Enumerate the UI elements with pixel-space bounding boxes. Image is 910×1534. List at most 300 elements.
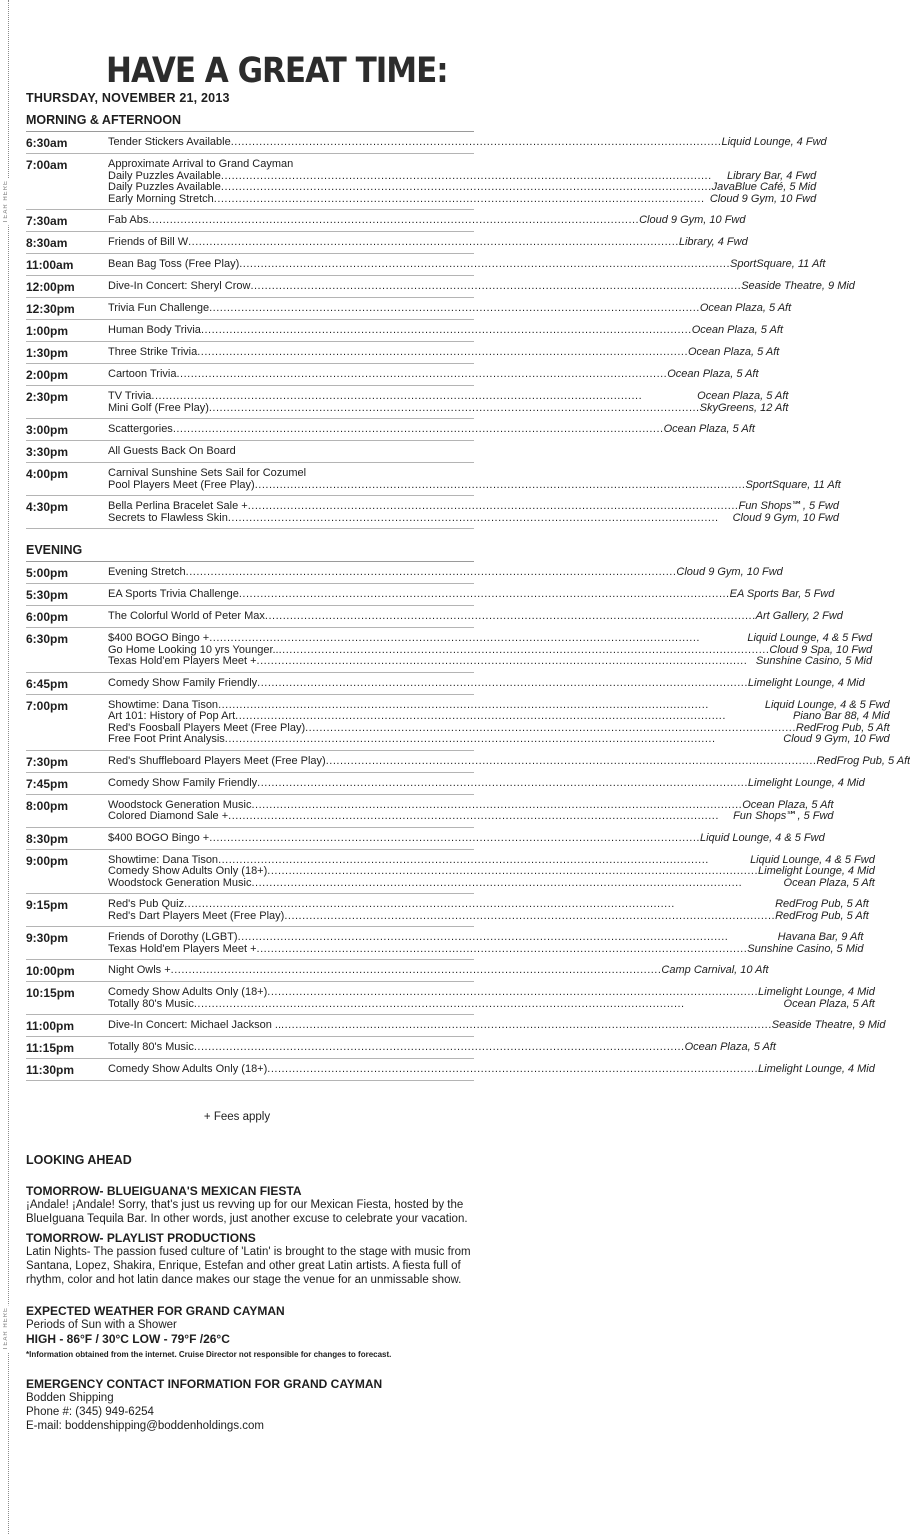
tear-here-label: TEAR HERE <box>3 1305 13 1352</box>
event-name: Comedy Show Family Friendly <box>108 676 258 689</box>
event-list <box>108 987 875 1010</box>
event-name: Showtime: Dana Tison <box>108 698 219 711</box>
event-name: Red's Shuffleboard Players Meet (Free Play) <box>108 754 326 767</box>
event-entry <box>108 237 748 249</box>
schedule-row <box>26 894 869 927</box>
event-name: Friends of Dorothy (LGBT) <box>108 931 238 943</box>
weather-disclaimer: *Information obtained from the internet. Cruise Director not responsible for changes to forecast. <box>26 1350 392 1359</box>
leader-dots <box>238 932 778 944</box>
event-location: JavaBlue Café, 5 Mid <box>711 181 817 193</box>
emergency-phone: Phone #: (345) 949-6254 <box>26 1406 154 1418</box>
schedule-row <box>26 210 746 232</box>
event-entry <box>108 567 783 579</box>
event-name: $400 BOGO Bingo + <box>108 831 210 844</box>
event-list <box>108 833 825 845</box>
event-location: Cloud 9 Gym, 10 Fwd <box>783 733 890 745</box>
schedule-row <box>26 606 843 628</box>
leader-dots <box>148 215 639 227</box>
event-name: $400 BOGO Bingo + <box>108 632 210 644</box>
leader-dots <box>228 811 733 823</box>
event-name: All Guests Back On Board <box>108 445 236 457</box>
event-name: Go Home Looking 10 yrs Younger.. <box>108 643 279 656</box>
event-time: 7:30pm <box>26 754 69 769</box>
event-list <box>108 159 816 205</box>
weather-title: EXPECTED WEATHER FOR GRAND CAYMAN <box>26 1304 285 1318</box>
schedule-row <box>26 132 827 154</box>
event-name: Comedy Show Adults Only (18+) <box>108 1063 268 1075</box>
event-name: Woodstock Generation Music <box>108 798 252 811</box>
event-entry <box>108 656 872 668</box>
event-entry <box>108 1020 886 1032</box>
event-time: 9:30pm <box>26 931 69 945</box>
event-entry <box>108 480 841 492</box>
leader-dots <box>250 281 741 293</box>
leader-dots <box>171 965 662 977</box>
event-location: Library Bar, 4 Fwd <box>726 169 817 182</box>
event-list <box>108 237 748 249</box>
event-entry <box>108 878 875 890</box>
event-name: Trivia Fun Challenge <box>108 302 210 314</box>
event-name: Night Owls + <box>108 964 171 976</box>
schedule-row <box>26 751 910 773</box>
event-list <box>108 855 875 890</box>
event-location: Liquid Lounge, 4 & 5 Fwd <box>747 632 873 644</box>
event-time: 3:00pm <box>26 423 69 437</box>
event-name: Friends of Bill W <box>108 236 189 248</box>
event-location: Cloud 9 Gym, 10 Fwd <box>639 214 746 226</box>
event-list <box>108 589 834 601</box>
event-list <box>108 281 855 293</box>
event-entry <box>108 137 827 149</box>
event-location: Liquid Lounge, 4 & 5 Fwd <box>699 831 825 844</box>
event-list <box>108 1042 776 1054</box>
event-name: Bella Perlina Bracelet Sale + <box>108 500 248 512</box>
event-name: Red's Pub Quiz <box>108 898 185 910</box>
leader-dots <box>239 259 730 271</box>
schedule-row <box>26 386 789 419</box>
event-list <box>108 899 869 922</box>
event-entry <box>108 911 869 923</box>
event-entry <box>108 468 841 480</box>
event-name: Dive-In Concert: Sheryl Crow <box>108 280 251 292</box>
event-location: SkyGreens, 12 Aft <box>699 401 789 414</box>
schedule-row <box>26 441 474 463</box>
event-location: Ocean Plaza, 5 Aft <box>688 346 780 358</box>
event-name: Evening Stretch <box>108 566 186 578</box>
leader-dots <box>209 833 700 845</box>
evening-heading: EVENING <box>26 543 83 557</box>
event-name: The Colorful World of Peter Max <box>108 610 265 622</box>
event-location: Cloud 9 Gym, 10 Fwd <box>732 511 839 524</box>
event-time: 7:00pm <box>26 698 69 713</box>
schedule-row <box>26 673 865 695</box>
event-list <box>108 215 745 227</box>
leader-dots <box>284 911 775 923</box>
event-name: Daily Puzzles Available <box>108 169 221 182</box>
looking-ahead-heading: LOOKING AHEAD <box>26 1153 132 1167</box>
event-entry <box>108 866 875 878</box>
event-time: 8:30am <box>26 236 68 250</box>
event-location: Sunshine Casino, 5 Mid <box>755 655 873 667</box>
leader-dots <box>228 513 733 525</box>
page-title: HAVE A GREAT TIME: <box>106 50 448 92</box>
event-entry <box>108 811 834 823</box>
event-entry <box>108 513 839 525</box>
weather-description: Periods of Sun with a Shower <box>26 1319 177 1331</box>
event-name: Comedy Show Adults Only (18+) <box>108 986 268 998</box>
event-time: 5:30pm <box>26 588 69 602</box>
event-list <box>108 678 865 690</box>
event-time: 11:30pm <box>26 1063 75 1077</box>
schedule-row <box>26 254 826 276</box>
event-name: Early Morning Stretch <box>108 192 214 205</box>
event-entry <box>108 944 863 956</box>
event-location: Liquid Lounge, 4 & 5 Fwd <box>764 698 890 711</box>
event-name: Showtime: Dana Tison <box>108 853 219 866</box>
playlist-title: TOMORROW- PLAYLIST PRODUCTIONS <box>26 1231 256 1245</box>
event-entry <box>108 501 839 513</box>
schedule-row <box>26 982 875 1015</box>
leader-dots <box>214 194 710 206</box>
event-name: Bean Bag Toss (Free Play) <box>108 258 240 270</box>
event-list <box>108 965 769 977</box>
event-location: Ocean Plaza, 5 Aft <box>783 997 875 1010</box>
event-time: 6:00pm <box>26 610 69 624</box>
event-entry <box>108 259 825 271</box>
event-location: Liquid Lounge, 4 & 5 Fwd <box>750 853 875 866</box>
event-entry <box>108 965 769 977</box>
event-time: 10:00pm <box>26 964 75 978</box>
event-name: Red's Foosball Players Meet (Free Play) <box>108 721 306 734</box>
event-location: Fun Shops℠, 5 Fwd <box>738 500 839 512</box>
schedule-row <box>26 795 834 828</box>
event-entry <box>108 159 816 171</box>
event-location: Cloud 9 Gym, 10 Fwd <box>709 192 817 205</box>
event-time: 6:30am <box>26 136 68 150</box>
event-location: Ocean Plaza, 5 Aft <box>684 1041 776 1053</box>
event-time: 6:30pm <box>26 632 69 646</box>
event-name: Three Strike Trivia <box>108 346 198 358</box>
leader-dots <box>267 1064 758 1076</box>
event-entry <box>108 424 755 436</box>
event-name: Dive-In Concert: Michael Jackson .. <box>108 1019 282 1031</box>
event-entry <box>108 215 745 227</box>
event-name: Texas Hold'em Players Meet + <box>108 655 257 667</box>
leader-dots <box>221 182 712 194</box>
event-name: Comedy Show Family Friendly <box>108 776 258 789</box>
event-location: Art Gallery, 2 Fwd <box>755 610 843 622</box>
event-name: Fab Abs <box>108 214 149 226</box>
event-location: Seaside Theatre, 9 Mid <box>771 1019 886 1031</box>
event-name: Colored Diamond Sale + <box>108 810 229 822</box>
event-list <box>108 1064 875 1076</box>
leader-dots <box>251 878 783 890</box>
leader-dots <box>267 866 758 878</box>
event-entry <box>108 833 825 845</box>
leader-dots <box>194 1042 685 1054</box>
event-list <box>108 259 825 271</box>
event-time: 8:00pm <box>26 798 69 813</box>
event-time: 4:00pm <box>26 467 69 481</box>
event-name: Secrets to Flawless Skin <box>108 511 228 524</box>
leader-dots <box>201 325 692 337</box>
event-location: RedFrog Pub, 5 Aft <box>795 721 890 734</box>
event-entry <box>108 1064 875 1076</box>
event-list <box>108 800 834 823</box>
leader-dots <box>281 1020 772 1032</box>
leader-dots <box>248 501 739 513</box>
event-entry <box>108 987 875 999</box>
event-list <box>108 501 839 524</box>
event-list <box>108 347 779 359</box>
event-entry <box>108 932 863 944</box>
schedule-row <box>26 828 825 850</box>
event-entry <box>108 734 890 746</box>
event-entry <box>108 678 865 690</box>
event-time: 6:45pm <box>26 676 69 691</box>
schedule-row <box>26 584 835 606</box>
event-time: 8:30pm <box>26 831 69 846</box>
event-name: Comedy Show Adults Only (18+) <box>108 865 268 877</box>
event-name: Totally 80's Music <box>108 1041 194 1053</box>
event-time: 9:15pm <box>26 898 69 912</box>
event-location: Limelight Lounge, 4 Mid <box>758 986 875 998</box>
event-location: Seaside Theatre, 9 Mid <box>741 280 855 292</box>
emergency-company: Bodden Shipping <box>26 1392 114 1404</box>
leader-dots <box>267 987 758 999</box>
event-list <box>108 567 783 579</box>
emergency-email[interactable]: E-mail: boddenshipping@boddenholdings.com <box>26 1420 264 1432</box>
event-list <box>108 1020 886 1032</box>
event-location: RedFrog Pub, 5 Aft <box>775 909 869 922</box>
fiesta-text: ¡Andale! ¡Andale! Sorry, that's just us revving up for our Mexican Fiesta, hosted by the BlueIguana Tequila Bar. In other words, just another excuse to celebrate your vacation. <box>26 1199 468 1225</box>
perforation-line <box>8 0 9 1534</box>
schedule-row <box>26 960 769 982</box>
leader-dots <box>255 480 746 492</box>
schedule-row <box>26 850 875 895</box>
event-name: Carnival Sunshine Sets Sail for Cozumel <box>108 467 307 479</box>
event-name: Woodstock Generation Music <box>108 876 252 889</box>
schedule-row <box>26 154 817 210</box>
event-list <box>108 369 759 381</box>
event-entry <box>108 756 910 768</box>
schedule-row <box>26 1015 886 1037</box>
schedule-row <box>26 298 792 320</box>
event-location: Ocean Plaza, 5 Aft <box>663 423 755 435</box>
event-location: Havana Bar, 9 Aft <box>777 931 864 943</box>
event-entry <box>108 347 779 359</box>
event-list <box>108 756 910 768</box>
event-location: Fun Shops℠, 5 Fwd <box>733 810 834 822</box>
event-entry <box>108 999 875 1011</box>
event-location: Ocean Plaza, 5 Aft <box>783 876 875 889</box>
schedule-page <box>26 0 910 1433</box>
event-entry <box>108 369 759 381</box>
event-entry <box>108 391 788 403</box>
event-time: 1:00pm <box>26 324 69 338</box>
schedule-date: THURSDAY, NOVEMBER 21, 2013 <box>26 91 230 105</box>
event-list <box>108 391 788 414</box>
event-location: SportSquare, 11 Aft <box>730 258 826 270</box>
event-list <box>108 700 890 746</box>
event-entry <box>108 303 791 315</box>
event-location: EA Sports Bar, 5 Fwd <box>729 588 835 600</box>
event-name: Totally 80's Music <box>108 997 194 1010</box>
event-name: Human Body Trivia <box>108 324 201 336</box>
playlist-text: Latin Nights- The passion fused culture of 'Latin' is brought to the stage with music from Santana, Lopez, Shakira, Enrique, Estefan and other great Latin artists. A fiesta full of rhythm, color and hot latin dance makes our stage the venue for an unmissable show. <box>26 1246 471 1286</box>
leader-dots <box>184 899 775 911</box>
event-list <box>108 424 755 436</box>
leader-dots <box>173 424 664 436</box>
event-entry <box>108 194 816 206</box>
event-name: Approximate Arrival to Grand Cayman <box>108 158 294 170</box>
event-time: 11:00am <box>26 258 74 272</box>
schedule-row <box>26 419 755 441</box>
leader-dots <box>209 403 700 415</box>
event-location: Limelight Lounge, 4 Mid <box>747 776 865 789</box>
leader-dots <box>235 711 793 723</box>
event-name: Scattergories <box>108 423 173 435</box>
event-time: 2:00pm <box>26 368 69 382</box>
leader-dots <box>239 589 730 601</box>
event-location: Sunshine Casino, 5 Mid <box>747 942 864 955</box>
event-location: Ocean Plaza, 5 Aft <box>742 798 834 811</box>
event-time: 12:00pm <box>26 280 75 294</box>
event-list <box>108 303 791 315</box>
event-list <box>108 611 843 623</box>
event-entry <box>108 281 855 293</box>
weather-temperatures: HIGH - 86°F / 30°C LOW - 79°F /26°C <box>26 1332 230 1346</box>
event-location: Limelight Lounge, 4 Mid <box>758 865 875 877</box>
event-entry <box>108 899 869 911</box>
event-time: 11:00pm <box>26 1019 75 1033</box>
schedule-row <box>26 1037 776 1059</box>
fiesta-title: TOMORROW- BLUEIGUANA'S MEXICAN FIESTA <box>26 1184 302 1198</box>
event-time: 7:30am <box>26 214 68 228</box>
morning-schedule <box>26 132 855 529</box>
schedule-row <box>26 342 780 364</box>
leader-dots <box>257 778 748 790</box>
event-list <box>108 137 827 149</box>
leader-dots <box>151 391 697 403</box>
tear-here-label: TEAR HERE <box>3 178 13 225</box>
leader-dots <box>194 999 784 1011</box>
event-time: 1:30pm <box>26 346 69 360</box>
schedule-row <box>26 364 759 386</box>
event-location: Camp Carnival, 10 Aft <box>661 964 769 976</box>
schedule-row <box>26 276 855 298</box>
event-name: EA Sports Trivia Challenge <box>108 588 239 600</box>
schedule-row <box>26 628 873 673</box>
event-name: Texas Hold'em Players Meet + <box>108 942 257 955</box>
event-name: TV Trivia <box>108 390 152 402</box>
event-entry <box>108 1042 776 1054</box>
schedule-row <box>26 562 783 584</box>
event-name: Cartoon Trivia <box>108 368 177 380</box>
schedule-row <box>26 1059 875 1081</box>
event-location: Ocean Plaza, 5 Aft <box>699 302 792 314</box>
leader-dots <box>176 369 667 381</box>
event-entry <box>108 182 816 194</box>
event-location: Cloud 9 Spa, 10 Fwd <box>769 643 873 656</box>
leader-dots <box>257 656 756 668</box>
event-entry <box>108 589 834 601</box>
event-name: Pool Players Meet (Free Play) <box>108 478 255 491</box>
event-location: Library, 4 Fwd <box>678 236 748 248</box>
event-entry <box>108 325 783 337</box>
schedule-row <box>26 463 841 496</box>
leader-dots <box>188 237 679 249</box>
event-location: Cloud 9 Gym, 10 Fwd <box>676 566 783 578</box>
event-list <box>108 446 474 458</box>
event-location: Limelight Lounge, 4 Mid <box>758 1063 875 1075</box>
leader-dots <box>265 611 756 623</box>
event-time: 12:30pm <box>26 302 75 316</box>
event-location: Ocean Plaza, 5 Aft <box>667 368 759 380</box>
event-entry <box>108 446 474 458</box>
event-location: Piano Bar 88, 4 Mid <box>793 710 890 722</box>
morning-heading: MORNING & AFTERNOON <box>26 113 182 127</box>
event-location: Ocean Plaza, 5 Aft <box>697 390 789 402</box>
emergency-title: EMERGENCY CONTACT INFORMATION FOR GRAND CAYMAN <box>26 1377 383 1391</box>
event-list <box>108 633 872 668</box>
schedule-row <box>26 773 865 795</box>
schedule-row <box>26 927 864 960</box>
event-location: RedFrog Pub, 5 Aft <box>775 898 869 910</box>
leader-dots <box>209 633 747 645</box>
leader-dots <box>326 756 817 768</box>
event-entry <box>108 611 843 623</box>
schedule-row <box>26 232 748 254</box>
event-time: 7:00am <box>26 158 68 172</box>
event-list <box>108 468 841 491</box>
event-list <box>108 932 863 955</box>
event-list <box>108 325 783 337</box>
event-name: Art 101: History of Pop Art <box>108 710 236 722</box>
leader-dots <box>257 944 748 956</box>
event-name: Mini Golf (Free Play) <box>108 401 209 414</box>
leader-dots <box>197 347 688 359</box>
event-name: Tender Stickers Available <box>108 136 231 148</box>
event-name: Red's Dart Players Meet (Free Play) <box>108 909 285 922</box>
leader-dots <box>231 137 722 149</box>
leader-dots <box>225 734 783 746</box>
fees-note: + Fees apply <box>203 1111 271 1123</box>
event-time: 4:30pm <box>26 500 69 514</box>
event-entry <box>108 403 788 415</box>
evening-schedule <box>26 562 910 1081</box>
event-entry <box>108 633 872 645</box>
event-entry <box>108 778 865 790</box>
event-list <box>108 778 865 790</box>
event-time: 7:45pm <box>26 776 69 791</box>
event-location: RedFrog Pub, 5 Aft <box>816 754 910 767</box>
event-location: SportSquare, 11 Aft <box>745 478 841 491</box>
event-name: Daily Puzzles Available <box>108 181 221 193</box>
event-location: Limelight Lounge, 4 Mid <box>747 676 865 689</box>
event-time: 10:15pm <box>26 986 75 1000</box>
schedule-row <box>26 695 890 751</box>
event-time: 11:15pm <box>26 1041 75 1055</box>
leader-dots <box>209 303 700 315</box>
event-time: 3:30pm <box>26 445 69 459</box>
schedule-row <box>26 496 839 529</box>
event-time: 9:00pm <box>26 853 69 868</box>
leader-dots <box>186 567 677 579</box>
event-location: Ocean Plaza, 5 Aft <box>691 324 783 336</box>
event-name: Free Foot Print Analysis <box>108 733 225 745</box>
event-entry <box>108 711 890 723</box>
